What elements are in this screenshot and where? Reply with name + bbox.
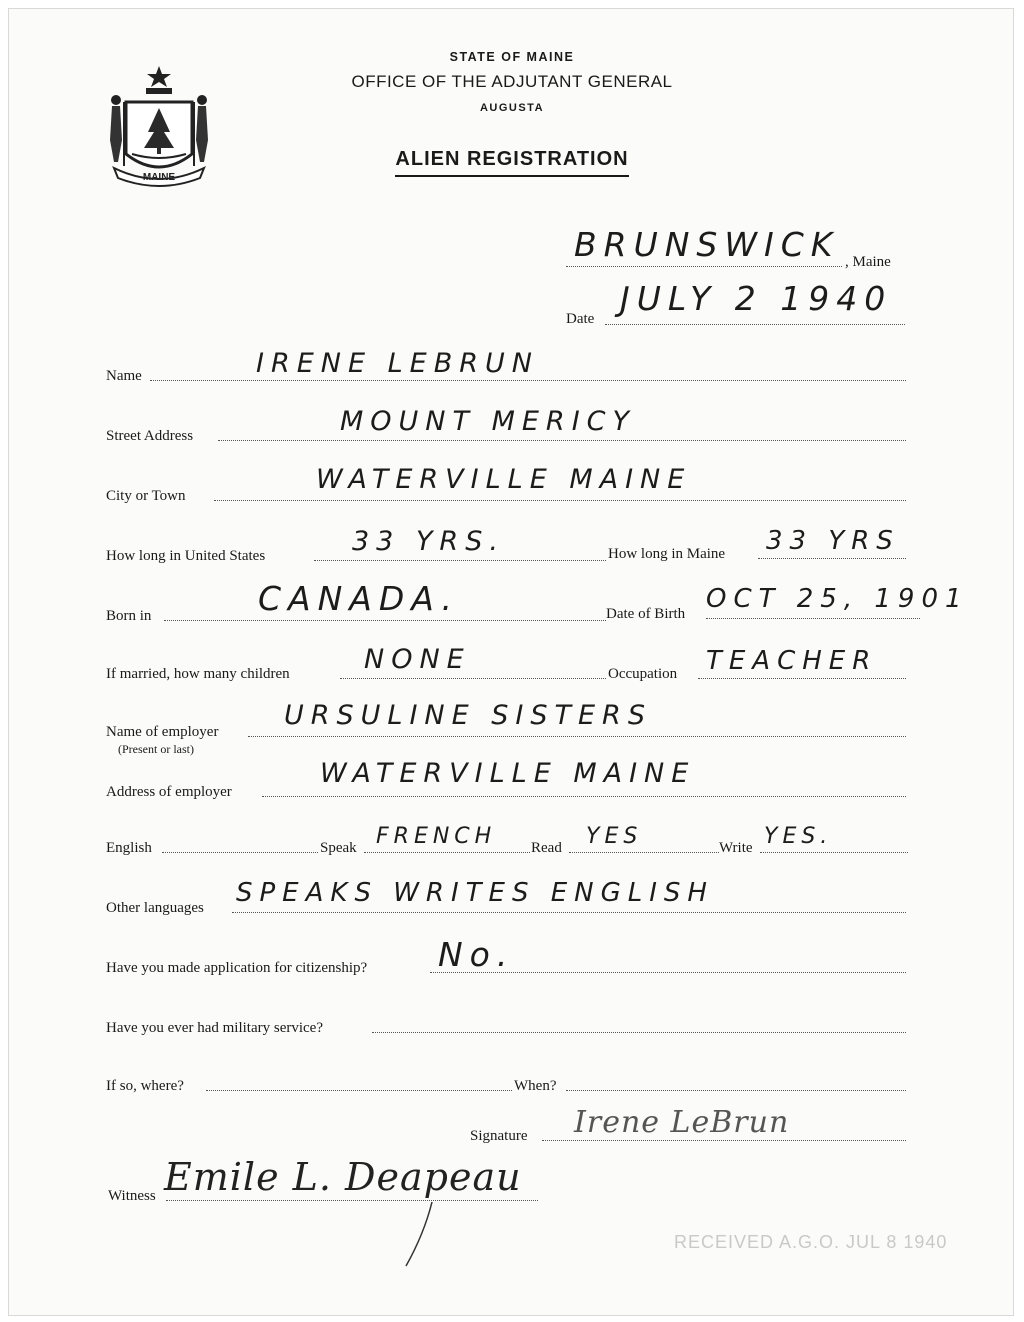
signature-label: Signature — [470, 1128, 528, 1144]
name-label: Name — [106, 368, 142, 384]
name-line — [150, 380, 906, 381]
witness-value: Emile L. Deapeau — [164, 1155, 522, 1199]
employer-name-line — [248, 736, 906, 737]
read-value: YES — [586, 824, 643, 849]
signature-value: Irene LeBrun — [574, 1105, 790, 1140]
witness-line — [166, 1200, 538, 1201]
children-value: NONE — [364, 644, 471, 675]
date-value: JULY 2 1940 — [620, 279, 893, 318]
employer-address-value: WATERVILLE MAINE — [320, 758, 696, 789]
speak-label: Speak — [320, 840, 357, 856]
if-so-where-line — [206, 1090, 512, 1091]
speak-value: FRENCH — [376, 824, 497, 849]
when-line — [566, 1090, 906, 1091]
town-value: BRUNSWICK — [574, 225, 840, 264]
employer-name-label: Name of employer — [106, 724, 219, 740]
english-label: English — [106, 840, 152, 856]
witness-label: Witness — [108, 1188, 156, 1204]
how-long-maine-line — [758, 558, 906, 559]
received-stamp: RECEIVED A.G.O. JUL 8 1940 — [674, 1232, 948, 1252]
employer-address-label: Address of employer — [106, 784, 232, 800]
write-line — [760, 852, 908, 853]
citizenship-value: No. — [438, 935, 515, 974]
how-long-us-value: 33 YRS. — [352, 526, 505, 557]
occupation-value: TEACHER — [706, 646, 878, 676]
how-long-us-line — [314, 560, 606, 561]
other-languages-label: Other languages — [106, 900, 204, 916]
pen-stroke-mark — [400, 1200, 440, 1270]
children-label: If married, how many children — [106, 666, 290, 682]
if-so-where-label: If so, where? — [106, 1078, 184, 1094]
date-of-birth-line — [706, 618, 920, 619]
english-line — [162, 852, 318, 853]
header-state: STATE OF MAINE — [449, 50, 575, 64]
employer-name-value: URSULINE SISTERS — [284, 700, 652, 731]
city-label: City or Town — [106, 488, 186, 504]
children-line — [340, 678, 606, 679]
date-of-birth-value: OCT 25, 1901 — [706, 584, 969, 614]
read-line — [569, 852, 719, 853]
city-value: WATERVILLE MAINE — [316, 464, 692, 495]
occupation-line — [698, 678, 906, 679]
date-of-birth-label: Date of Birth — [606, 606, 686, 622]
employer-address-line — [262, 796, 906, 797]
born-in-label: Born in — [106, 608, 152, 624]
street-address-line — [218, 440, 906, 441]
military-line — [372, 1032, 906, 1033]
write-label: Write — [719, 840, 753, 856]
name-value: IRENE LEBRUN — [256, 348, 539, 379]
born-in-line — [164, 620, 606, 621]
when-label: When? — [514, 1078, 557, 1094]
employer-note-label: (Present or last) — [118, 742, 194, 756]
town-line — [566, 266, 842, 267]
street-address-value: MOUNT MERICY — [340, 406, 637, 437]
seal-banner-text: MAINE — [142, 172, 176, 183]
other-languages-value: SPEAKS WRITES ENGLISH — [236, 878, 714, 908]
occupation-label: Occupation — [608, 666, 678, 682]
other-languages-line — [232, 912, 906, 913]
header-city: AUGUSTA — [479, 102, 545, 114]
form-title: ALIEN REGISTRATION — [395, 148, 628, 177]
read-label: Read — [531, 840, 562, 856]
header-office: OFFICE OF THE ADJUTANT GENERAL — [351, 72, 673, 91]
street-address-label: Street Address — [106, 428, 194, 444]
date-line — [605, 324, 905, 325]
speak-line — [364, 852, 530, 853]
signature-line — [542, 1140, 906, 1141]
how-long-maine-label: How long in Maine — [608, 546, 726, 562]
city-line — [214, 500, 906, 501]
how-long-maine-value: 33 YRS — [766, 526, 900, 556]
military-label: Have you ever had military service? — [106, 1020, 323, 1036]
born-in-value: CANADA. — [258, 579, 459, 618]
date-label: Date — [566, 311, 595, 327]
maine-suffix-label: , Maine — [845, 254, 891, 270]
citizenship-label: Have you made application for citizenship? — [106, 960, 368, 976]
how-long-us-label: How long in United States — [106, 548, 266, 564]
write-value: YES. — [764, 824, 833, 849]
